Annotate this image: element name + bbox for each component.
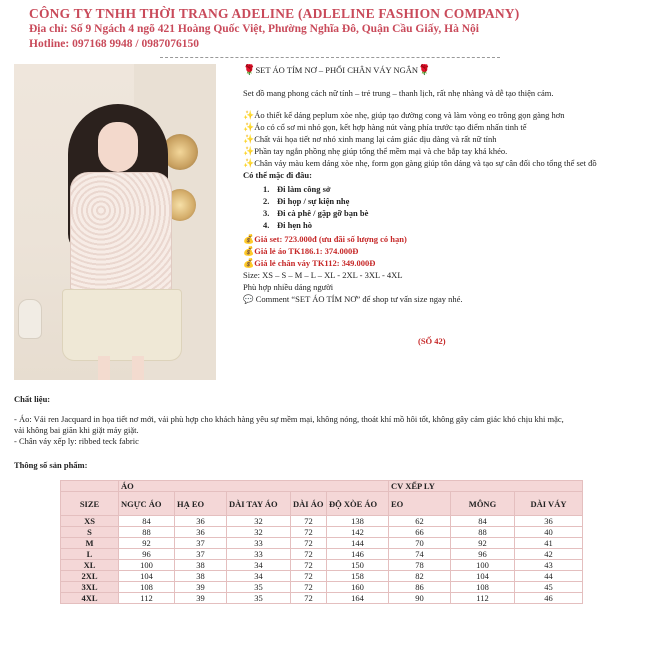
table-cell: M [61, 538, 119, 549]
material-title: Chất liệu: [14, 394, 51, 404]
table-cell: 66 [389, 527, 451, 538]
table-group-row [61, 481, 583, 492]
occasion-item: 3. Đi cà phê / gặp gỡ bạn bè [263, 208, 369, 218]
table-cell: 72 [291, 538, 327, 549]
column-header: ĐỘ XÒE ÁO [327, 492, 389, 516]
table-cell: 44 [515, 571, 583, 582]
table-row [61, 582, 583, 593]
group-top-label: ÁO [119, 481, 389, 492]
company-hotline: Hotline: 097168 9948 / 0987076150 [29, 38, 199, 50]
feature-item: ✨Chân váy màu kem dáng xòe nhẹ, form gọn gàng giúp tôn dáng và tạo sự cân đối cho tổng thể set đồ [243, 158, 597, 168]
table-cell: 42 [515, 549, 583, 560]
table-cell: 32 [227, 516, 291, 527]
feature-item: ✨Áo thiết kế dáng peplum xòe nhẹ, giúp tạo đường cong và làm vòng eo trông gọn gàng hơn [243, 110, 565, 120]
column-header: MÔNG [451, 492, 515, 516]
sparkle-icon: ✨ [243, 134, 255, 144]
table-cell: 104 [451, 571, 515, 582]
table-header-row [61, 492, 583, 516]
feature-item: ✨Áo có cổ sơ mi nhỏ gọn, kết hợp hàng nút vàng phía trước tạo điểm nhấn tinh tế [243, 122, 527, 132]
table-cell: 36 [175, 527, 227, 538]
group-skirt-label: CV XẾP LY [389, 481, 583, 492]
table-cell: 146 [327, 549, 389, 560]
product-photo [14, 64, 216, 380]
table-cell: 160 [327, 582, 389, 593]
sparkle-icon: ✨ [243, 110, 255, 120]
table-row [61, 593, 583, 604]
table-cell: 72 [291, 549, 327, 560]
table-cell: 158 [327, 571, 389, 582]
company-address: Địa chỉ: Số 9 Ngách 4 ngõ 421 Hoàng Quốc Việt, Phường Nghĩa Đô, Quận Cầu Giấy, Hà Nội [29, 23, 480, 35]
column-header: DÀI VÁY [515, 492, 583, 516]
feature-item: ✨Chất vải họa tiết nơ nhỏ xinh mang lại cảm giác dịu dàng và rất nữ tính [243, 134, 497, 144]
column-header: SIZE [61, 492, 119, 516]
table-cell: 62 [389, 516, 451, 527]
feature-item: ✨Phần tay ngắn phồng nhẹ giúp tổng thể mềm mại và che bắp tay khá khéo. [243, 146, 508, 156]
dashed-divider [160, 57, 500, 58]
lace-top [70, 172, 172, 299]
table-cell: 34 [227, 571, 291, 582]
table-cell: 84 [119, 516, 175, 527]
table-cell: 32 [227, 527, 291, 538]
table-cell: 100 [119, 560, 175, 571]
size-table [60, 480, 583, 604]
table-row [61, 516, 583, 527]
sparkle-icon: ✨ [243, 122, 255, 132]
table-cell: 92 [119, 538, 175, 549]
table-cell: 43 [515, 560, 583, 571]
money-bag-icon: 💰 [243, 234, 255, 244]
table-cell: 96 [119, 549, 175, 560]
table-cell: 112 [451, 593, 515, 604]
table-cell: 70 [389, 538, 451, 549]
rose-icon: 🌹 [418, 65, 431, 76]
product-code: (SỐ 42) [418, 336, 446, 346]
size-list: Size: XS – S – M – L – XL - 2XL - 3XL - 4XL [243, 270, 403, 280]
table-cell: 72 [291, 571, 327, 582]
table-cell: 72 [291, 582, 327, 593]
table-cell: 90 [389, 593, 451, 604]
table-cell: 34 [227, 560, 291, 571]
occasions-list [243, 183, 663, 231]
table-cell: 3XL [61, 582, 119, 593]
table-row [61, 560, 583, 571]
table-cell: 88 [451, 527, 515, 538]
comment-cta: 💬 Comment “SET ÁO TÍM NƠ” để shop tư vấn size ngay nhé. [243, 294, 463, 304]
sparkle-icon: ✨ [243, 146, 255, 156]
table-row [61, 571, 583, 582]
table-cell: 46 [515, 593, 583, 604]
table-cell: 74 [389, 549, 451, 560]
product-title-line [243, 64, 663, 77]
column-header: EO [389, 492, 451, 516]
table-cell: 33 [227, 549, 291, 560]
table-cell: 37 [175, 549, 227, 560]
table-cell: 108 [451, 582, 515, 593]
table-cell: 37 [175, 538, 227, 549]
table-cell: XS [61, 516, 119, 527]
product-title: SET ÁO TÍM NƠ – PHỐI CHÂN VÁY NGẮN [255, 65, 419, 75]
table-cell: 72 [291, 560, 327, 571]
table-cell: 72 [291, 527, 327, 538]
money-bag-icon: 💰 [243, 246, 255, 256]
fit-note: Phù hợp nhiều dáng người [243, 282, 334, 292]
model-face [98, 122, 138, 172]
table-row [61, 527, 583, 538]
table-cell: L [61, 549, 119, 560]
table-row [61, 538, 583, 549]
column-header: HẠ EO [175, 492, 227, 516]
material-top: - Áo: Vải ren Jacquard in họa tiết nơ mới, vải phù hợp cho khách hàng yêu sự mềm mại, không nóng, thoát khí mồ hôi tốt, không gây cảm giác khó chịu khi mặc, [14, 414, 564, 424]
occasions-title: Có thể mặc đi đâu: [243, 170, 312, 180]
table-cell: 2XL [61, 571, 119, 582]
table-cell: 36 [175, 516, 227, 527]
table-cell: 150 [327, 560, 389, 571]
table-cell: 100 [451, 560, 515, 571]
table-cell: XL [61, 560, 119, 571]
occasion-item: 1. Đi làm công sở [263, 184, 331, 194]
table-cell: 138 [327, 516, 389, 527]
table-cell: 39 [175, 593, 227, 604]
table-cell: 92 [451, 538, 515, 549]
price-top: 💰Giá lẻ áo TK186.1: 374.000Đ [243, 246, 359, 256]
table-cell: 164 [327, 593, 389, 604]
table-cell: 96 [451, 549, 515, 560]
table-cell: 88 [119, 527, 175, 538]
table-cell: 35 [227, 582, 291, 593]
table-row [61, 549, 583, 560]
table-cell: 104 [119, 571, 175, 582]
photo-vase [18, 299, 42, 339]
product-intro: Set đồ mang phong cách nữ tính – trẻ trung – thanh lịch, rất nhẹ nhàng và dễ tạo thiện cảm. [243, 88, 554, 98]
model-leg [98, 356, 110, 380]
spec-title: Thông số sản phẩm: [14, 460, 88, 470]
column-header: DÀI TAY ÁO [227, 492, 291, 516]
price-skirt: 💰Giá lẻ chân váy TK112: 349.000Đ [243, 258, 376, 268]
table-cell: S [61, 527, 119, 538]
table-cell: 45 [515, 582, 583, 593]
material-section [14, 394, 664, 447]
column-header: DÀI ÁO [291, 492, 327, 516]
occasion-item: 4. Đi hẹn hò [263, 220, 312, 230]
table-cell: 72 [291, 593, 327, 604]
table-cell: 108 [119, 582, 175, 593]
table-cell: 78 [389, 560, 451, 571]
sparkle-icon: ✨ [243, 158, 255, 168]
occasion-item: 2. Đi họp / sự kiện nhẹ [263, 196, 350, 206]
model-leg [132, 356, 144, 380]
table-cell: 82 [389, 571, 451, 582]
table-cell: 84 [451, 516, 515, 527]
material-top-2: vải không bai giãn khi giặt máy giặt. [14, 425, 139, 435]
money-bag-icon: 💰 [243, 258, 255, 268]
table-cell: 33 [227, 538, 291, 549]
table-cell: 40 [515, 527, 583, 538]
table-cell: 86 [389, 582, 451, 593]
column-header: NGỰC ÁO [119, 492, 175, 516]
product-description [243, 62, 663, 305]
table-cell: 35 [227, 593, 291, 604]
rose-icon: 🌹 [243, 65, 256, 76]
table-cell: 72 [291, 516, 327, 527]
table-cell: 38 [175, 560, 227, 571]
table-cell: 38 [175, 571, 227, 582]
table-cell: 36 [515, 516, 583, 527]
table-cell: 144 [327, 538, 389, 549]
table-cell: 41 [515, 538, 583, 549]
cream-skirt [62, 289, 182, 361]
table-cell: 4XL [61, 593, 119, 604]
table-cell: 39 [175, 582, 227, 593]
table-cell: 112 [119, 593, 175, 604]
price-set: 💰Giá set: 723.000đ (ưu đãi số lượng có hạn) [243, 234, 407, 244]
speech-bubble-icon: 💬 [243, 294, 254, 304]
material-skirt: - Chân váy xếp ly: ribbed teck fabric [14, 436, 139, 446]
company-name: CÔNG TY TNHH THỜI TRANG ADELINE (ADLELINE FASHION COMPANY) [29, 6, 520, 21]
table-cell: 142 [327, 527, 389, 538]
